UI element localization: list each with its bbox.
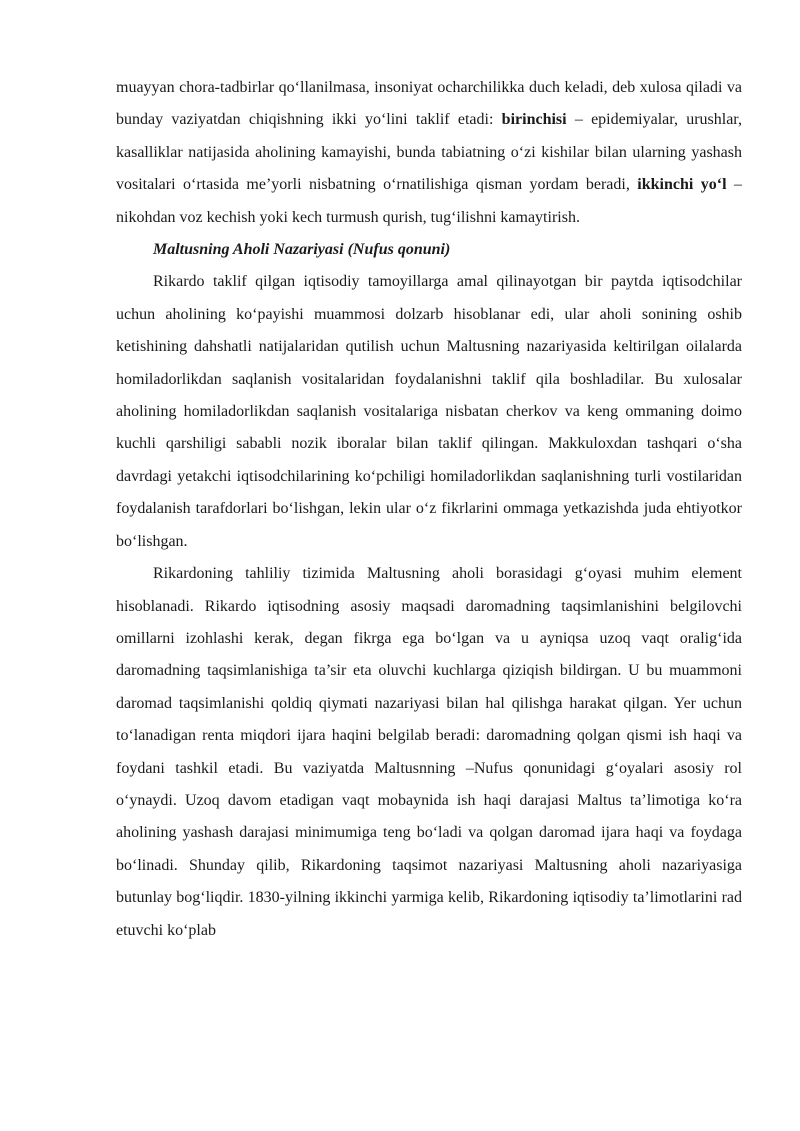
paragraph: Rikardoning tahliliy tizimida Maltusning aholi borasidagi g‘oyasi muhim element hisoblanadi. Rikardo iqtisodning asosiy maqsadi daromadning taqsimlanishini belgilovchi omillarni izohlashi kerak, degan fikrga ega bo‘lgan va u ayniqsa uzoq vaqt oralig‘ida daromadning taqsimlanishiga ta’sir eta oluvchi kuchlarga qiziqish bildirgan. U bu muammoni daromad taqsimlanishi qoldiq qiymati nazariyasi bilan hal qilishga harakat qilgan. Yer uchun to‘lanadigan renta miqdori ijara haqini belgilab beradi: daromadning qolgan qismi ish haqi va foydani tashkil etadi. Bu vaziyatda Maltusnning –Nufus qonunidagi g‘oyalari asosiy rol o‘ynaydi. Uzoq davom etadigan vaqt mobaynida ish haqi darajasi Maltus ta’limotiga ko‘ra aholining yashash darajasi minimumiga teng bo‘ladi va qolgan daromad ijara haqi va foydaga bo‘linadi. Shunday qilib, Rikardoning taqsimot nazariyasi Maltusning aholi nazariyasiga butunlay bog‘liqdir. 1830-yilning ikkinchi yarmiga kelib, Rikardoning iqtisodiy ta’limotlarini rad etuvchi ko‘plab	[116, 565, 742, 939]
document-page	[116, 72, 742, 947]
bold-term-first: birinchisi	[501, 111, 567, 129]
section-heading: Maltusning Aholi Nazariyasi (Nufus qonuni)	[153, 241, 451, 259]
paragraph: Rikardo taklif qilgan iqtisodiy tamoyillarga amal qilinayotgan bir paytda iqtisodchilar uchun aholining ko‘payishi muammosi dolzarb hisoblanar edi, ular aholi sonining oshib ketishining dahshatli natijalaridan qutilish uchun Maltusning nazariyasida keltirilgan oilalarda homiladorlikdan saqlanish vositalaridan foydalanishni taklif qila boshladilar. Bu xulosalar aholining homiladorlikdan saqlanish vositalariga nisbatan cherkov va keng ommaning doimo kuchli qarshiligi sababli nozik iboralar bilan taklif qilingan. Makkuloxdan tashqari o‘sha davrdagi yetakchi iqtisodchilarining ko‘pchiligi homiladorlikdan saqlanishning turli vostilaridan foydalanish tarafdorlari bo‘lishgan, lekin ular o‘z fikrlarini ommaga yetkazishda juda ehtiyotkor bo‘lishgan.	[116, 273, 742, 550]
paragraph-continuation	[116, 72, 742, 234]
paragraph-text: – nikohdan voz kechish yoki kech turmush qurish, tug‘ilishni kamaytirish.	[116, 176, 742, 226]
paragraph-text: muayyan chora-tadbirlar qo‘llanilmasa, insoniyat ocharchilikka duch keladi, deb xulosa qiladi va bunday vaziyatdan chiqishning ikki yo‘lini taklif etadi:	[116, 79, 742, 129]
bold-term-second: ikkinchi yo‘l	[637, 176, 727, 194]
paragraph-text: – epidemiyalar, urushlar, kasalliklar natijasida aholining kamayishi, bunda tabiatning o‘zi kishilar bilan ularning yashash vositalari o‘rtasida me’yorli nisbatning o‘rnatilishiga qisman yordam beradi,	[116, 111, 742, 194]
